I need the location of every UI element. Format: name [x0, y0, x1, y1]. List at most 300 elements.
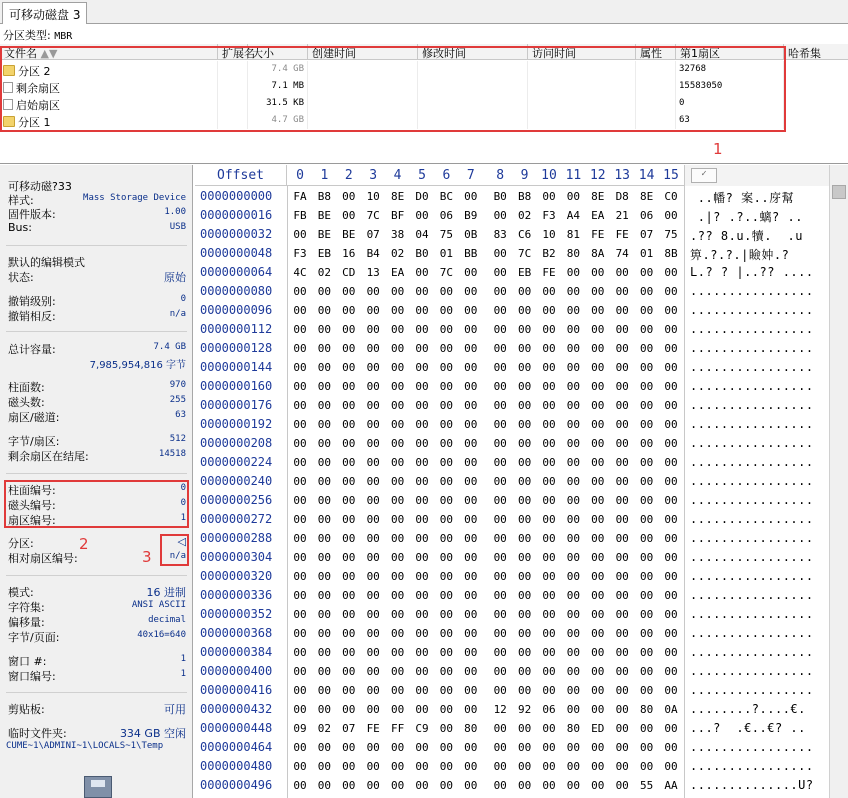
hex-byte[interactable]: 00: [566, 551, 581, 564]
hex-byte[interactable]: 00: [342, 684, 356, 697]
hex-byte[interactable]: 00: [566, 646, 581, 659]
hex-byte[interactable]: 00: [390, 342, 405, 355]
hex-byte[interactable]: 00: [591, 361, 605, 374]
hex-byte[interactable]: 00: [566, 608, 581, 621]
hex-byte[interactable]: 00: [317, 323, 332, 336]
row-text[interactable]: ................: [690, 493, 814, 507]
hex-scrollbar[interactable]: [829, 165, 848, 798]
hex-byte[interactable]: 00: [342, 475, 356, 488]
hex-byte[interactable]: 00: [317, 494, 332, 507]
hex-byte[interactable]: 00: [464, 570, 478, 583]
hex-byte[interactable]: 00: [342, 190, 356, 203]
hex-byte[interactable]: 13: [366, 266, 380, 279]
hex-byte[interactable]: 00: [342, 589, 356, 602]
hex-byte[interactable]: 00: [664, 532, 678, 545]
hex-byte[interactable]: 00: [615, 266, 629, 279]
hex-byte[interactable]: 00: [493, 532, 507, 545]
hex-byte[interactable]: 00: [566, 741, 581, 754]
hex-byte[interactable]: 00: [293, 475, 307, 488]
hex-byte[interactable]: 00: [664, 741, 678, 754]
hex-byte[interactable]: 00: [293, 456, 307, 469]
hex-byte[interactable]: 00: [493, 475, 507, 488]
hex-byte[interactable]: 00: [639, 304, 654, 317]
hex-byte[interactable]: 00: [639, 437, 654, 450]
hex-byte[interactable]: 00: [390, 760, 405, 773]
hex-byte[interactable]: 00: [639, 342, 654, 355]
hex-byte[interactable]: 00: [517, 456, 532, 469]
hex-byte[interactable]: 00: [415, 741, 429, 754]
hex-byte[interactable]: 00: [566, 418, 581, 431]
hex-byte[interactable]: B9: [464, 209, 478, 222]
hex-byte[interactable]: 00: [664, 399, 678, 412]
hex-byte[interactable]: 00: [464, 323, 478, 336]
hex-byte[interactable]: 00: [415, 399, 429, 412]
hex-byte[interactable]: 00: [464, 380, 478, 393]
hex-byte[interactable]: 00: [664, 209, 678, 222]
hex-byte[interactable]: 00: [317, 627, 332, 640]
hex-byte[interactable]: 00: [293, 589, 307, 602]
row-text[interactable]: ................: [690, 569, 814, 583]
column-header-ext[interactable]: 扩展名: [218, 44, 248, 60]
hex-byte[interactable]: B8: [317, 190, 332, 203]
hex-byte[interactable]: 00: [342, 779, 356, 792]
hex-byte[interactable]: 00: [342, 304, 356, 317]
hex-byte[interactable]: 00: [542, 627, 556, 640]
hex-byte[interactable]: 00: [390, 399, 405, 412]
row-text[interactable]: ................: [690, 607, 814, 621]
hex-byte[interactable]: 00: [415, 703, 429, 716]
hex-byte[interactable]: 10: [366, 190, 380, 203]
hex-byte[interactable]: 00: [591, 589, 605, 602]
hex-byte[interactable]: 00: [615, 627, 629, 640]
hex-byte[interactable]: BE: [317, 209, 332, 222]
hex-byte[interactable]: 00: [317, 665, 332, 678]
hex-byte[interactable]: 00: [439, 304, 454, 317]
column-header-hash[interactable]: 哈希集: [788, 47, 821, 60]
hex-byte[interactable]: 04: [415, 228, 429, 241]
hex-byte[interactable]: 8E: [591, 190, 605, 203]
hex-byte[interactable]: 00: [342, 380, 356, 393]
hex-byte[interactable]: 00: [591, 342, 605, 355]
hex-byte[interactable]: 00: [542, 361, 556, 374]
hex-byte[interactable]: 00: [415, 779, 429, 792]
hex-byte[interactable]: 00: [615, 722, 629, 735]
hex-byte[interactable]: 00: [390, 380, 405, 393]
hex-byte[interactable]: 00: [317, 342, 332, 355]
hex-byte[interactable]: 00: [566, 190, 581, 203]
hex-byte[interactable]: 00: [566, 285, 581, 298]
hex-byte[interactable]: 00: [464, 551, 478, 564]
hex-byte[interactable]: F3: [293, 247, 307, 260]
row-text[interactable]: ........?....€.: [690, 702, 806, 716]
hex-byte[interactable]: 06: [542, 703, 556, 716]
hex-byte[interactable]: 00: [390, 779, 405, 792]
hex-byte[interactable]: 00: [493, 627, 507, 640]
hex-byte[interactable]: 07: [366, 228, 380, 241]
hex-byte[interactable]: 00: [664, 323, 678, 336]
hex-byte[interactable]: 00: [317, 703, 332, 716]
hex-byte[interactable]: 00: [591, 399, 605, 412]
hex-byte[interactable]: 00: [493, 266, 507, 279]
hex-byte[interactable]: 00: [439, 418, 454, 431]
hex-byte[interactable]: 00: [415, 570, 429, 583]
hex-byte[interactable]: 00: [517, 323, 532, 336]
hex-byte[interactable]: 00: [439, 722, 454, 735]
hex-byte[interactable]: 00: [615, 684, 629, 697]
hex-byte[interactable]: 00: [664, 646, 678, 659]
hex-byte[interactable]: 00: [591, 323, 605, 336]
hex-byte[interactable]: 00: [664, 608, 678, 621]
hex-byte[interactable]: 00: [591, 684, 605, 697]
hex-byte[interactable]: 00: [517, 551, 532, 564]
hex-byte[interactable]: 00: [615, 646, 629, 659]
hex-byte[interactable]: 00: [493, 209, 507, 222]
hex-byte[interactable]: 00: [493, 570, 507, 583]
hex-byte[interactable]: 00: [542, 646, 556, 659]
hex-byte[interactable]: FE: [366, 722, 380, 735]
hex-byte[interactable]: 00: [342, 703, 356, 716]
hex-byte[interactable]: 0B: [464, 228, 478, 241]
hex-byte[interactable]: B2: [542, 247, 556, 260]
hex-byte[interactable]: 00: [293, 646, 307, 659]
hex-byte[interactable]: 00: [639, 646, 654, 659]
hex-byte[interactable]: B0: [493, 190, 507, 203]
hex-byte[interactable]: 00: [342, 551, 356, 564]
hex-byte[interactable]: 81: [566, 228, 581, 241]
row-text[interactable]: ..幡? 案..庌幫: [690, 191, 795, 205]
hex-byte[interactable]: 06: [439, 209, 454, 222]
column-header-created[interactable]: 创建时间: [308, 44, 418, 60]
hex-byte[interactable]: 00: [493, 247, 507, 260]
hex-byte[interactable]: 00: [591, 703, 605, 716]
hex-byte[interactable]: 00: [390, 285, 405, 298]
hex-byte[interactable]: 10: [542, 228, 556, 241]
row-text[interactable]: ................: [690, 322, 814, 336]
hex-byte[interactable]: 00: [342, 760, 356, 773]
hex-byte[interactable]: 00: [390, 494, 405, 507]
hex-byte[interactable]: FE: [542, 266, 556, 279]
hex-byte[interactable]: 00: [493, 437, 507, 450]
hex-byte[interactable]: 00: [493, 722, 507, 735]
hex-byte[interactable]: 00: [493, 589, 507, 602]
hex-byte[interactable]: 00: [415, 589, 429, 602]
row-text[interactable]: .|? .?..螭? ..: [690, 210, 803, 224]
hex-byte[interactable]: 00: [517, 304, 532, 317]
hex-byte[interactable]: 75: [664, 228, 678, 241]
hex-byte[interactable]: 00: [317, 684, 332, 697]
hex-byte[interactable]: 00: [390, 627, 405, 640]
hex-byte[interactable]: 00: [566, 494, 581, 507]
hex-byte[interactable]: 00: [615, 741, 629, 754]
hex-byte[interactable]: 00: [542, 456, 556, 469]
hex-byte[interactable]: 00: [317, 285, 332, 298]
hex-byte[interactable]: 00: [390, 589, 405, 602]
hex-byte[interactable]: 00: [342, 532, 356, 545]
hex-byte[interactable]: 00: [293, 627, 307, 640]
column-header-name[interactable]: 文件名 ▲▼: [0, 44, 218, 60]
hex-byte[interactable]: 00: [415, 342, 429, 355]
hex-byte[interactable]: 00: [615, 304, 629, 317]
hex-byte[interactable]: 83: [493, 228, 507, 241]
hex-byte[interactable]: BC: [439, 190, 454, 203]
hex-byte[interactable]: 00: [639, 380, 654, 393]
hex-byte[interactable]: 00: [439, 627, 454, 640]
hex-byte[interactable]: 75: [439, 228, 454, 241]
hex-byte[interactable]: 00: [664, 684, 678, 697]
hex-byte[interactable]: 00: [366, 665, 380, 678]
hex-byte[interactable]: 00: [415, 494, 429, 507]
hex-byte[interactable]: 00: [390, 513, 405, 526]
hex-byte[interactable]: 00: [615, 285, 629, 298]
hex-byte[interactable]: 00: [317, 741, 332, 754]
hex-byte[interactable]: 00: [317, 304, 332, 317]
hex-byte[interactable]: 00: [493, 608, 507, 621]
hex-byte[interactable]: 00: [464, 437, 478, 450]
hex-byte[interactable]: 00: [615, 399, 629, 412]
hex-byte[interactable]: 00: [390, 665, 405, 678]
hex-byte[interactable]: 00: [591, 456, 605, 469]
hex-byte[interactable]: 00: [415, 646, 429, 659]
hex-byte[interactable]: 07: [639, 228, 654, 241]
hex-byte[interactable]: 00: [464, 342, 478, 355]
row-text[interactable]: ..............U?: [690, 778, 814, 792]
hex-byte[interactable]: 00: [493, 304, 507, 317]
hex-byte[interactable]: 00: [415, 513, 429, 526]
hex-byte[interactable]: 00: [639, 665, 654, 678]
hex-byte[interactable]: 00: [390, 570, 405, 583]
hex-byte[interactable]: 00: [415, 266, 429, 279]
hex-byte[interactable]: 00: [390, 741, 405, 754]
row-text[interactable]: ................: [690, 740, 814, 754]
hex-byte[interactable]: 00: [591, 646, 605, 659]
hex-byte[interactable]: 00: [390, 608, 405, 621]
row-text[interactable]: ................: [690, 683, 814, 697]
hex-byte[interactable]: 00: [317, 456, 332, 469]
hex-byte[interactable]: 00: [390, 475, 405, 488]
hex-byte[interactable]: 00: [664, 760, 678, 773]
hex-byte[interactable]: EA: [390, 266, 405, 279]
hex-byte[interactable]: 00: [415, 608, 429, 621]
hex-byte[interactable]: 00: [493, 285, 507, 298]
hex-byte[interactable]: 00: [615, 608, 629, 621]
hex-byte[interactable]: 00: [390, 456, 405, 469]
hex-byte[interactable]: 00: [464, 266, 478, 279]
hex-byte[interactable]: 00: [566, 475, 581, 488]
hex-byte[interactable]: 02: [317, 266, 332, 279]
hex-byte[interactable]: 38: [390, 228, 405, 241]
hex-byte[interactable]: 00: [439, 342, 454, 355]
hex-byte[interactable]: 00: [317, 760, 332, 773]
hex-byte[interactable]: 00: [591, 266, 605, 279]
hex-byte[interactable]: 00: [591, 380, 605, 393]
hex-byte[interactable]: 00: [664, 456, 678, 469]
hex-byte[interactable]: 55: [639, 779, 654, 792]
hex-byte[interactable]: 00: [542, 513, 556, 526]
hex-byte[interactable]: 00: [639, 323, 654, 336]
hex-byte[interactable]: BE: [342, 228, 356, 241]
hex-byte[interactable]: 00: [439, 589, 454, 602]
hex-byte[interactable]: 00: [493, 361, 507, 374]
hex-byte[interactable]: 00: [493, 779, 507, 792]
hex-byte[interactable]: 00: [566, 703, 581, 716]
hex-byte[interactable]: 00: [415, 551, 429, 564]
hex-byte[interactable]: B4: [366, 247, 380, 260]
hex-byte[interactable]: 7C: [517, 247, 532, 260]
hex-byte[interactable]: 00: [493, 760, 507, 773]
hex-byte[interactable]: 00: [542, 494, 556, 507]
hex-byte[interactable]: 00: [517, 665, 532, 678]
hex-byte[interactable]: 00: [517, 513, 532, 526]
hex-byte[interactable]: 00: [591, 608, 605, 621]
hex-byte[interactable]: 00: [615, 779, 629, 792]
hex-byte[interactable]: 00: [566, 513, 581, 526]
hex-byte[interactable]: 00: [517, 570, 532, 583]
hex-byte[interactable]: 00: [366, 304, 380, 317]
hex-byte[interactable]: 00: [639, 285, 654, 298]
hex-byte[interactable]: 00: [415, 209, 429, 222]
hex-byte[interactable]: 00: [366, 532, 380, 545]
row-text[interactable]: ................: [690, 664, 814, 678]
hex-byte[interactable]: 00: [293, 665, 307, 678]
hex-byte[interactable]: 00: [493, 741, 507, 754]
row-text[interactable]: ................: [690, 341, 814, 355]
hex-byte[interactable]: 00: [493, 665, 507, 678]
hex-byte[interactable]: 00: [464, 665, 478, 678]
hex-byte[interactable]: 00: [439, 437, 454, 450]
hex-byte[interactable]: 00: [366, 608, 380, 621]
hex-byte[interactable]: 80: [566, 247, 581, 260]
hex-byte[interactable]: 00: [317, 437, 332, 450]
hex-byte[interactable]: 00: [615, 380, 629, 393]
hex-byte[interactable]: 00: [317, 475, 332, 488]
hex-byte[interactable]: 00: [342, 665, 356, 678]
hex-byte[interactable]: 00: [293, 570, 307, 583]
hex-byte[interactable]: 00: [664, 551, 678, 564]
hex-byte[interactable]: 00: [293, 437, 307, 450]
hex-editor[interactable]: [195, 165, 848, 798]
hex-byte[interactable]: 00: [566, 532, 581, 545]
hex-byte[interactable]: 8E: [390, 190, 405, 203]
hex-byte[interactable]: 00: [464, 741, 478, 754]
hex-byte[interactable]: 00: [493, 418, 507, 431]
hex-byte[interactable]: 00: [542, 608, 556, 621]
hex-byte[interactable]: 00: [615, 570, 629, 583]
hex-byte[interactable]: 00: [517, 684, 532, 697]
hex-byte[interactable]: A4: [566, 209, 581, 222]
hex-byte[interactable]: 00: [464, 399, 478, 412]
hex-byte[interactable]: 00: [615, 703, 629, 716]
hex-byte[interactable]: 00: [493, 551, 507, 564]
hex-byte[interactable]: 00: [639, 608, 654, 621]
hex-byte[interactable]: 7C: [439, 266, 454, 279]
hex-byte[interactable]: 00: [542, 532, 556, 545]
hex-byte[interactable]: 00: [591, 551, 605, 564]
hex-byte[interactable]: 16: [342, 247, 356, 260]
hex-byte[interactable]: C6: [517, 228, 532, 241]
hex-byte[interactable]: 00: [366, 285, 380, 298]
hex-byte[interactable]: 80: [464, 722, 478, 735]
hex-byte[interactable]: 00: [542, 475, 556, 488]
hex-byte[interactable]: 00: [464, 513, 478, 526]
hex-byte[interactable]: 00: [591, 513, 605, 526]
hex-byte[interactable]: 00: [639, 361, 654, 374]
hex-byte[interactable]: 00: [517, 589, 532, 602]
hex-byte[interactable]: 00: [493, 399, 507, 412]
hex-byte[interactable]: 00: [615, 665, 629, 678]
hex-byte[interactable]: F3: [542, 209, 556, 222]
row-text[interactable]: ................: [690, 512, 814, 526]
hex-byte[interactable]: 00: [591, 779, 605, 792]
hex-byte[interactable]: 00: [639, 684, 654, 697]
hex-byte[interactable]: 00: [439, 323, 454, 336]
hex-byte[interactable]: 7C: [366, 209, 380, 222]
hex-byte[interactable]: 00: [639, 494, 654, 507]
row-text[interactable]: ................: [690, 626, 814, 640]
hex-byte[interactable]: 00: [639, 741, 654, 754]
hex-byte[interactable]: 00: [591, 760, 605, 773]
hex-byte[interactable]: 00: [439, 475, 454, 488]
hex-byte[interactable]: 00: [415, 760, 429, 773]
row-text[interactable]: ................: [690, 531, 814, 545]
hex-byte[interactable]: 00: [591, 475, 605, 488]
hex-byte[interactable]: 00: [293, 741, 307, 754]
hex-byte[interactable]: 21: [615, 209, 629, 222]
row-text[interactable]: ................: [690, 588, 814, 602]
hex-byte[interactable]: 8A: [591, 247, 605, 260]
hex-byte[interactable]: 00: [615, 513, 629, 526]
hex-byte[interactable]: 00: [439, 703, 454, 716]
hex-byte[interactable]: 00: [493, 494, 507, 507]
hex-byte[interactable]: B0: [415, 247, 429, 260]
hex-byte[interactable]: 00: [566, 570, 581, 583]
hex-byte[interactable]: 00: [342, 285, 356, 298]
hex-byte[interactable]: CD: [342, 266, 356, 279]
hex-byte[interactable]: 00: [639, 760, 654, 773]
hex-byte[interactable]: 00: [317, 551, 332, 564]
hex-byte[interactable]: 00: [664, 285, 678, 298]
hex-byte[interactable]: 00: [493, 646, 507, 659]
hex-byte[interactable]: 00: [464, 608, 478, 621]
hex-byte[interactable]: 00: [615, 456, 629, 469]
hex-byte[interactable]: 00: [366, 570, 380, 583]
hex-byte[interactable]: 00: [293, 361, 307, 374]
hex-byte[interactable]: 00: [615, 342, 629, 355]
hex-byte[interactable]: 00: [664, 361, 678, 374]
row-text[interactable]: ................: [690, 474, 814, 488]
row-text[interactable]: .?? 8.u.犢. .u: [690, 229, 803, 243]
hex-byte[interactable]: 00: [664, 627, 678, 640]
hex-byte[interactable]: 00: [293, 494, 307, 507]
hex-byte[interactable]: 00: [542, 779, 556, 792]
hex-byte[interactable]: 00: [542, 741, 556, 754]
hex-byte[interactable]: 00: [366, 361, 380, 374]
hex-byte[interactable]: 00: [366, 342, 380, 355]
hex-byte[interactable]: 00: [464, 494, 478, 507]
hex-byte[interactable]: 00: [415, 437, 429, 450]
hex-byte[interactable]: 00: [542, 589, 556, 602]
hex-byte[interactable]: 00: [664, 570, 678, 583]
hex-byte[interactable]: 00: [293, 703, 307, 716]
hex-byte[interactable]: 00: [342, 608, 356, 621]
hex-byte[interactable]: 00: [591, 285, 605, 298]
hex-byte[interactable]: 00: [390, 304, 405, 317]
hex-byte[interactable]: 00: [390, 418, 405, 431]
hex-byte[interactable]: 00: [439, 760, 454, 773]
hex-byte[interactable]: 00: [566, 342, 581, 355]
hex-byte[interactable]: 00: [293, 304, 307, 317]
hex-byte[interactable]: 00: [591, 494, 605, 507]
hex-byte[interactable]: 92: [517, 703, 532, 716]
